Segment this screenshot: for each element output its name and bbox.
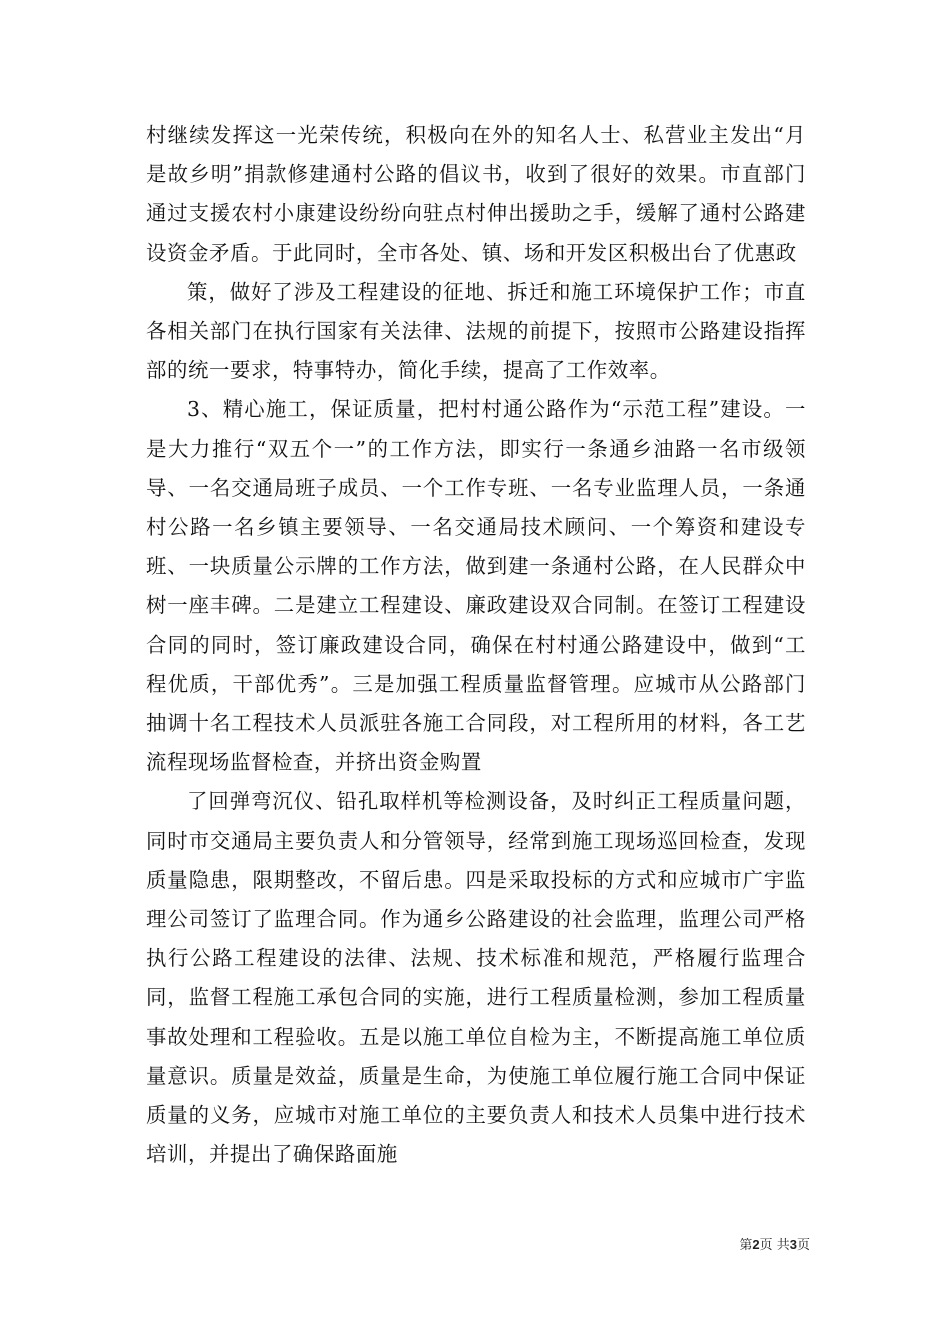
footer-middle: 页 共 [759,1238,790,1253]
paragraph-4: 了回弹弯沉仪、铅孔取样机等检测设备，及时纠正工程质量问题，同时市交通局主要负责人和分管领导，经常到施工现场巡回检查，发现质量隐患，限期整改，不留后患。四是采取投标的方式和应城市广宇监理公司签订了监理合同。作为通乡公路建设的社会监理，监理公司严格执行公路工程建设的法律、法规、技术标准和规范，严格履行监理合同，监督工程施工承包合同的实施，进行工程质量检测，参加工程质量事故处理和工程验收。五是以施工单位自检为主，不断提高施工单位质量意识。质量是效益，质量是生命，为使施工单位履行施工合同中保证质量的义务，应城市对施工单位的主要负责人和技术人员集中进行技术培训，并提出了确保路面施 [146,789,806,1167]
footer-page-number: 2 [752,1237,760,1252]
paragraph-1: 村继续发挥这一光荣传统，积极向在外的知名人士、私营业主发出“月是故乡明”捐款修建通村公路的倡议书，收到了很好的效果。市直部门通过支援农村小康建设纷纷向驻点村伸出援助之手，缓解了通村公路建设资金矛盾。于此同时，全市各处、镇、场和开发区积极出台了优惠政 [146,123,806,265]
paragraph-2: 策，做好了涉及工程建设的征地、拆迁和施工环境保护工作；市直各相关部门在执行国家有关法律、法规的前提下，按照市公路建设指挥部的统一要求，特事特办，简化手续，提高了工作效率。 [146,279,806,383]
footer-prefix: 第 [739,1238,753,1253]
footer-suffix: 页 [796,1238,810,1253]
paragraph-3: 3、精心施工，保证质量，把村村通公路作为“示范工程”建设。一是大力推行“双五个一”的工作方法，即实行一条通乡油路一名市级领导、一名交通局班子成员、一个工作专班、一名专业监理人员，一条通村公路一名乡镇主要领导、一名交通局技术顾问、一个筹资和建设专班、一块质量公示牌的工作方法，做到建一条通村公路，在人民群众中树一座丰碑。二是建立工程建设、廉政建设双合同制。在签订工程建设合同的同时，签订廉政建设合同，确保在村村通公路建设中，做到“工程优质，干部优秀”。三是加强工程质量监督管理。应城市从公路部门抽调十名工程技术人员派驻各施工合同段，对工程所用的材料，各工艺流程现场监督检查，并挤出资金购置 [146,397,806,775]
body-text [146,116,806,1174]
footer-total-pages: 3 [789,1237,797,1252]
page-footer [700,1236,810,1255]
